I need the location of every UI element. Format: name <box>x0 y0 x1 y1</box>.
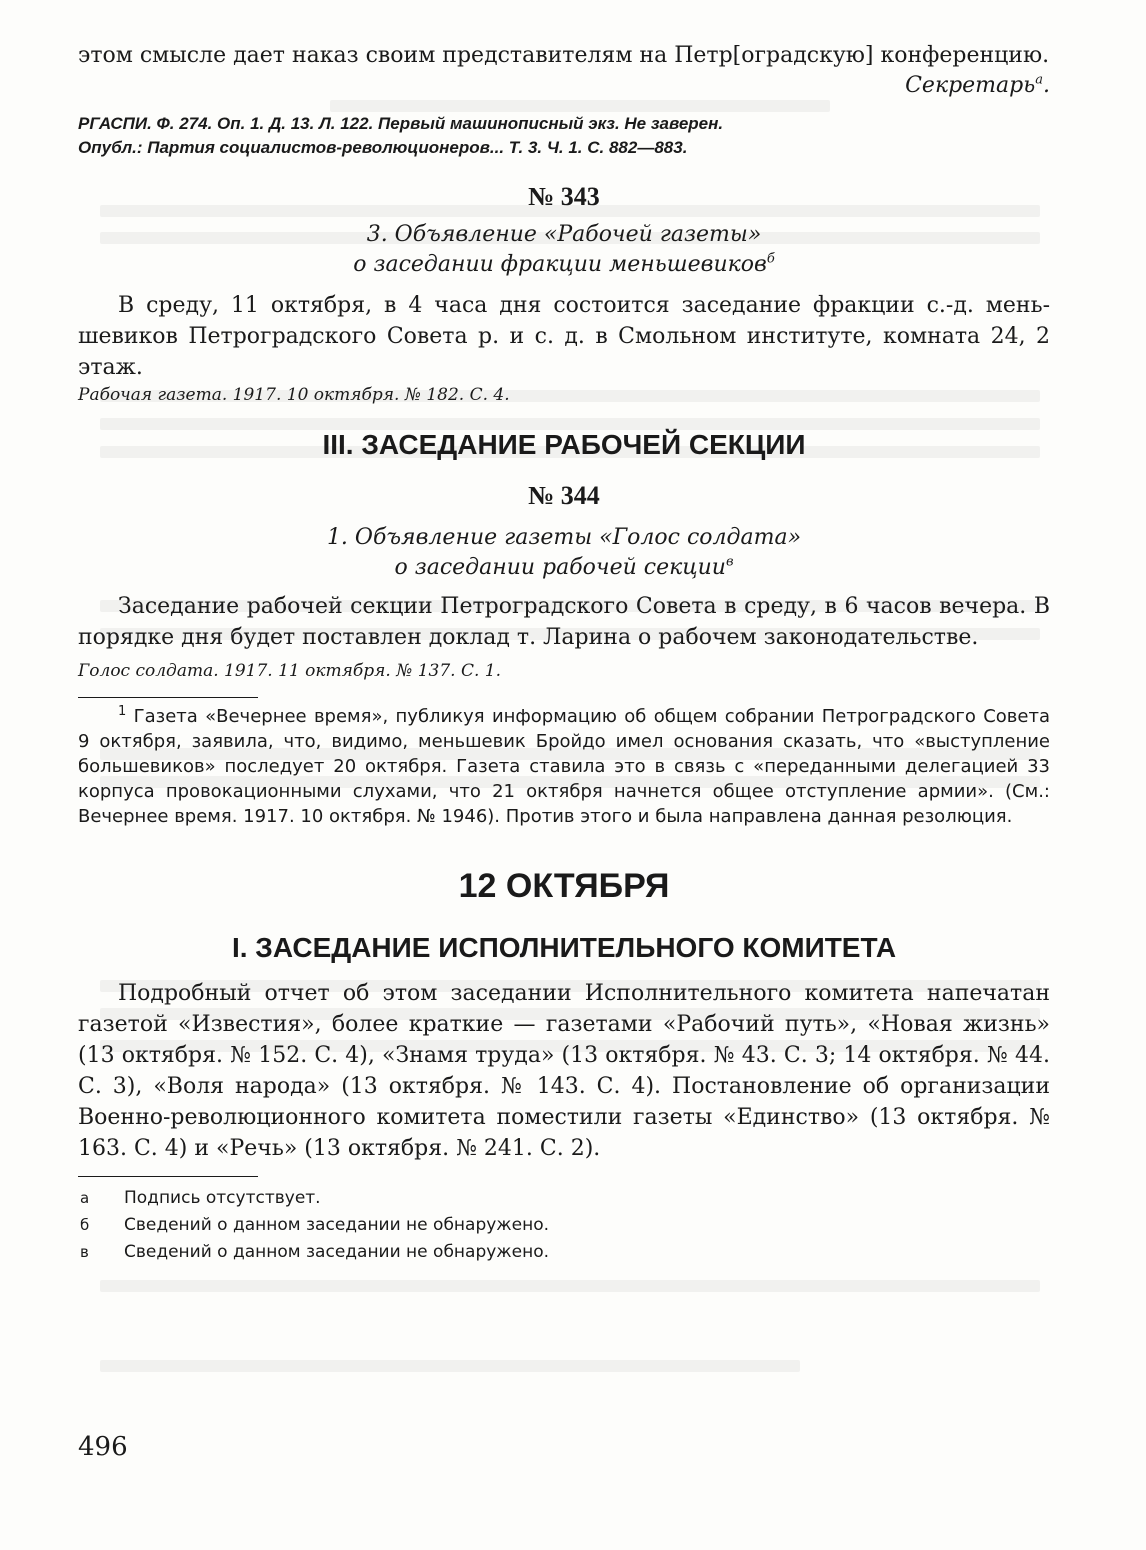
note-mark: в <box>80 1243 89 1261</box>
publication-source: Опубл.: Партия социалистов-революционеров... Т. 3. Ч. 1. С. 882—883. <box>78 138 688 157</box>
section-heading-executive-committee: I. ЗАСЕДАНИЕ ИСПОЛНИТЕЛЬНОГО КОМИТЕТА <box>231 932 897 963</box>
footnote-1: $^1$ Газета «Вечернее время», публикуя информацию об общем собрании Петроградского Совета 9 октября, заявила, что, видимо, меньшевик Бройдо имел основания сказать, что «выступление большевиков» последует 20 октября. Газета ставила это в связь с «переданными делегацией 33 корпуса провокационными слухами, что 21 октября начнется общее отступление армии». (См.: Вечернее время. 1917. 10 октября. № 1946). Против этого и была направлена данная резолюция. <box>78 704 1050 827</box>
note-text: Сведений о данном заседании не обнаружено. <box>124 1242 549 1262</box>
note-item <box>78 1185 1050 1212</box>
note-item <box>78 1239 1050 1266</box>
footnote-mark-v: в <box>725 554 734 570</box>
document-title-343: 3. Объявление «Рабочей газеты» <box>366 222 762 247</box>
note-text: Подпись отсутствует. <box>124 1188 321 1208</box>
note-text: Сведений о данном заседании не обнаружено. <box>124 1215 549 1235</box>
note-mark: а <box>80 1189 90 1207</box>
document-subtitle-344: о заседании рабочей секции$^в$ <box>394 554 734 580</box>
document-title-344: 1. Объявление газеты «Голос солдата» <box>326 525 802 550</box>
note-mark: б <box>80 1216 90 1234</box>
footnote-number: 1 <box>118 704 127 719</box>
footnote-mark-b: б <box>766 251 775 267</box>
executive-committee-paragraph: Подробный отчет об этом заседании Исполнительного комитета напечатан газетой «Известия», более краткие — газетами «Рабочий путь», «Новая жизнь» (13 октября. № 152. С. 4), «Знамя труда» (13 октября. № 43. С. 3; 14 октября. № 44. С. 3), «Воля народа» (13 октября. № 143. С. 4). Постановление об организации Военно-революционного комитета поместили газеты «Единство» (13 октября. № 163. С. 4) и «Речь» (13 октября. № 241. С. 2). <box>78 981 1050 1161</box>
date-heading: 12 ОКТЯБРЯ <box>458 867 670 905</box>
section-heading-working-section: III. ЗАСЕДАНИЕ РАБОЧЕЙ СЕКЦИИ <box>322 429 806 460</box>
intro-paragraph: этом смысле дает наказ своим представителям на Петр[оградскую] конференцию. <box>78 43 1050 68</box>
document-subtitle-343: о заседании фракции меньшевиков$^б$ <box>353 251 775 277</box>
document-page <box>78 40 1050 1266</box>
footnote-mark-a: а <box>1035 72 1043 88</box>
source-343: Рабочая газета. 1917. 10 октября. № 182. С. 4. <box>78 385 510 405</box>
letter-notes <box>78 1185 1050 1266</box>
archive-source: РГАСПИ. Ф. 274. Оп. 1. Д. 13. Л. 122. Первый машинописный экз. Не заверен. <box>78 114 724 133</box>
secretary-signature: Секретарь$^а$. <box>905 72 1050 98</box>
source-344: Голос солдата. 1917. 11 октября. № 137. С. 1. <box>78 661 501 681</box>
document-body-344: Заседание рабочей секции Петроградского Совета в среду, в 6 часов вечера. В порядке дня будет поставлен доклад т. Ларина о рабочем законодательстве. <box>78 594 1050 650</box>
document-number-343: № 343 <box>528 182 600 211</box>
page-number: 496 <box>78 1432 128 1462</box>
document-number-344: № 344 <box>528 481 600 510</box>
note-item <box>78 1212 1050 1239</box>
document-body-343: В среду, 11 октября, в 4 часа дня состоится заседание фракции с.-д. меньшевиков Петроградского Совета р. и с. д. в Смольном институте, комната 24, 2 этаж. <box>78 293 1050 380</box>
